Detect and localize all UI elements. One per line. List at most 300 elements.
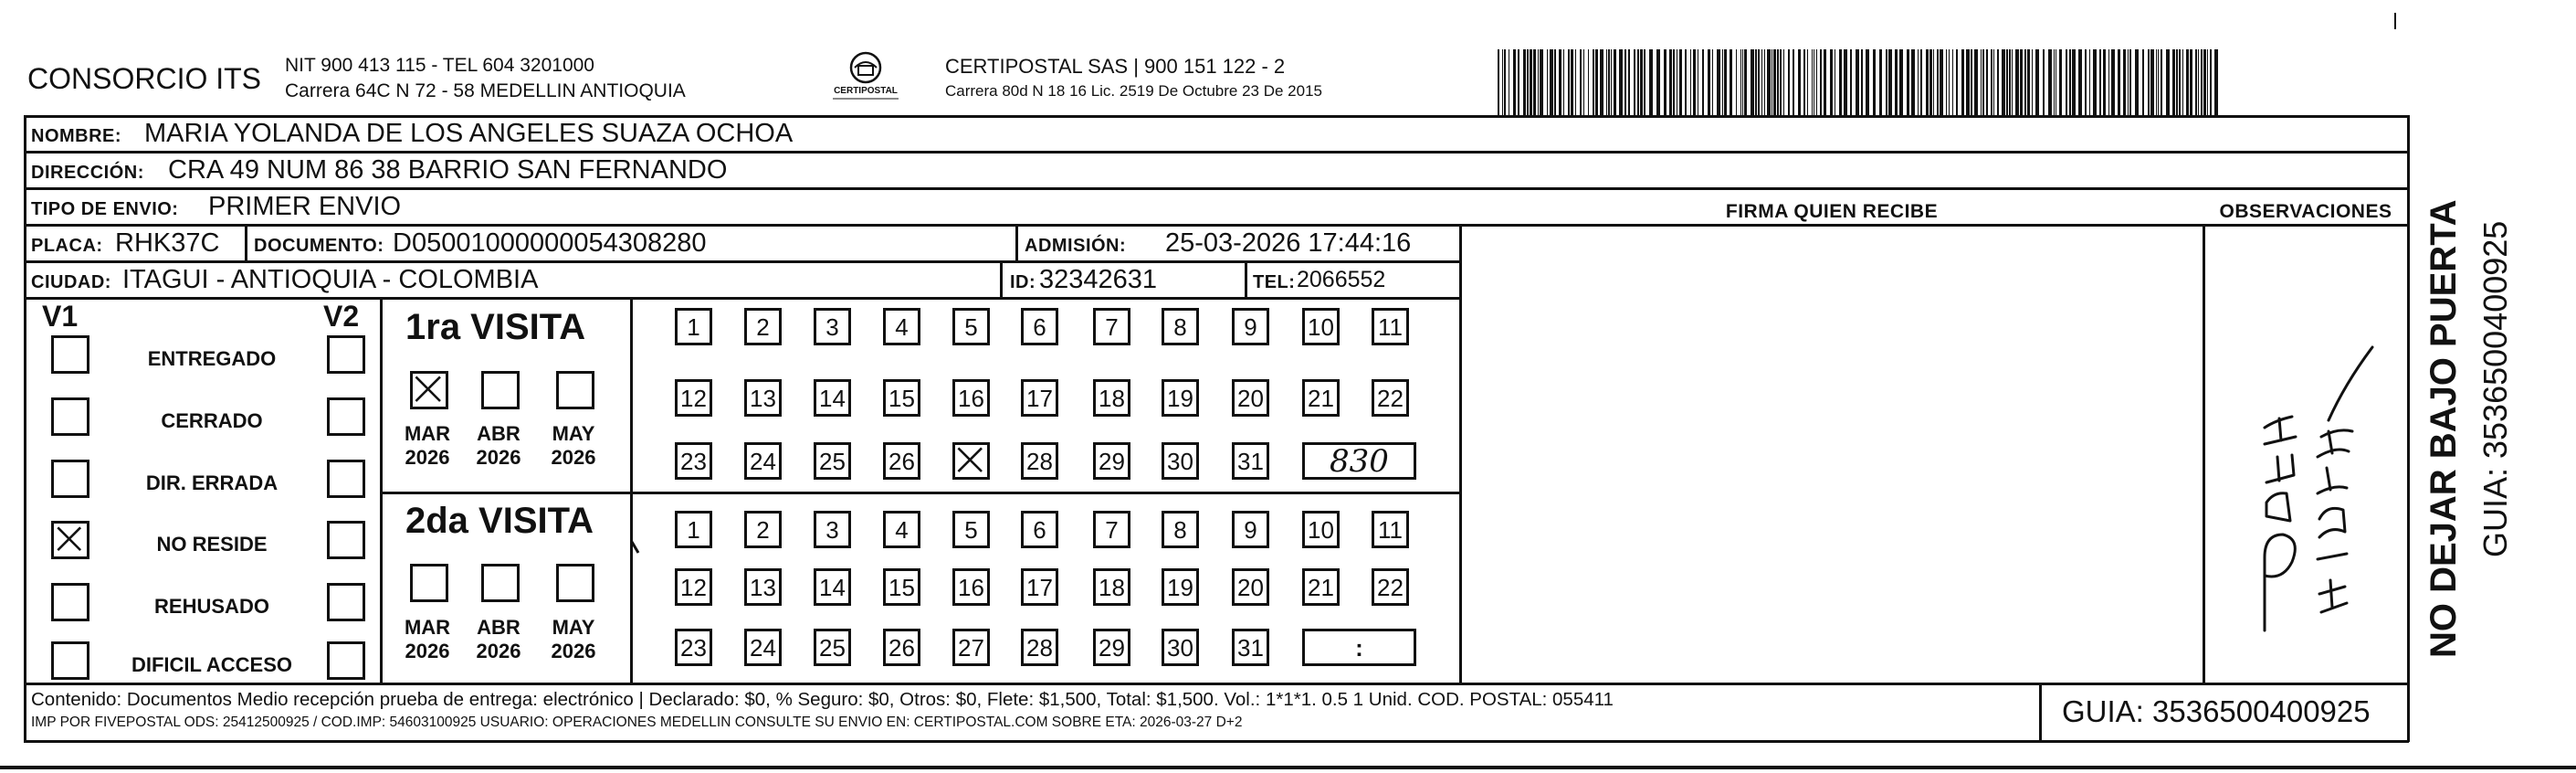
barcode-bar [2024, 49, 2026, 115]
day-checkbox[interactable] [1021, 511, 1058, 548]
day-checkbox[interactable] [1093, 442, 1130, 480]
barcode-bar [2118, 49, 2120, 115]
barcode-bar [2012, 49, 2013, 115]
barcode-bar [1634, 49, 1635, 115]
month-label [467, 422, 531, 470]
day-checkbox[interactable] [1232, 568, 1269, 606]
barcode-bar [1600, 49, 1603, 115]
month-checkbox[interactable] [481, 371, 520, 409]
day-number: 8 [1173, 313, 1187, 341]
day-checkbox[interactable] [1372, 379, 1409, 417]
barcode-bar [2103, 49, 2106, 115]
day-checkbox[interactable] [1232, 379, 1269, 417]
v1-checkbox[interactable] [51, 335, 89, 374]
barcode-bar [1744, 49, 1747, 115]
day-checkbox[interactable] [1162, 308, 1199, 345]
barcode-bar [2203, 49, 2206, 115]
day-number: 9 [1244, 516, 1257, 544]
barcode-bar [2135, 49, 2139, 115]
frame-line [1459, 224, 1462, 684]
day-checkbox[interactable] [675, 629, 712, 666]
month-year: 2026 [476, 640, 521, 662]
receiver-signature-label: FIRMA QUIEN RECIBE [1725, 201, 1939, 222]
barcode-bar [1673, 49, 1675, 115]
barcode-bar [2172, 49, 2175, 115]
barcode-bar [1830, 49, 1833, 115]
barcode-bar [2043, 49, 2045, 115]
barcode-bar [1974, 49, 1978, 115]
barcode-bar [2054, 49, 2055, 115]
barcode-bar [1742, 49, 1743, 115]
barcode-bar [1554, 49, 1556, 115]
month-year: 2026 [405, 640, 450, 662]
barcode-bar [1926, 49, 1929, 115]
barcode-bar [2176, 49, 2178, 115]
barcode-bar [1498, 49, 1499, 115]
barcode-bar [2129, 49, 2131, 115]
day-checkbox[interactable] [1162, 442, 1199, 480]
day-checkbox[interactable] [675, 442, 712, 480]
city-label: CIUDAD: [31, 272, 111, 292]
nit-line: NIT 900 413 115 - TEL 604 3201000 [285, 55, 594, 76]
barcode-bar [1563, 49, 1564, 115]
city-value: ITAGUI - ANTIOQUIA - COLOMBIA [122, 265, 539, 294]
barcode-bar [1571, 49, 1573, 115]
month-name: MAR [404, 422, 451, 445]
barcode-bar [1755, 49, 1757, 115]
barcode-bar [2059, 49, 2062, 115]
day-number: 30 [1167, 634, 1193, 662]
barcode-bar [1816, 49, 1817, 115]
barcode-bar [2195, 49, 2197, 115]
barcode-bar [1844, 49, 1847, 115]
day-number: 17 [1026, 385, 1053, 412]
barcode-bar [2089, 49, 2090, 115]
day-checkbox[interactable] [744, 442, 782, 480]
barcode-bar [1559, 49, 1561, 115]
barcode-bar [2099, 49, 2101, 115]
barcode-bar [1679, 49, 1682, 115]
barcode-bar [1504, 49, 1506, 115]
frame-line [0, 766, 2576, 769]
day-checkbox[interactable] [1093, 511, 1130, 548]
barcode-bar [2166, 49, 2170, 115]
barcode-bar [1523, 49, 1526, 115]
month-name: MAY [552, 616, 595, 639]
day-checkbox[interactable] [814, 442, 851, 480]
barcode-bar [1580, 49, 1582, 115]
day-checkbox[interactable] [1021, 379, 1058, 417]
day-checkbox[interactable] [883, 568, 920, 606]
v2-checkbox[interactable] [327, 335, 365, 374]
barcode-bar [1761, 49, 1762, 115]
day-checkbox[interactable] [952, 629, 990, 666]
plate-value: RHK37C [115, 228, 220, 258]
day-checkbox[interactable] [1021, 568, 1058, 606]
day-checkbox[interactable] [883, 308, 920, 345]
frame-line [1015, 224, 1018, 260]
frame-line [1000, 260, 1003, 297]
barcode-bar [1798, 49, 1801, 115]
month-label [395, 422, 459, 470]
v2-checkbox[interactable] [327, 397, 365, 436]
day-checkbox[interactable] [952, 568, 990, 606]
day-checkbox[interactable] [1162, 511, 1199, 548]
day-number: 12 [680, 574, 707, 601]
v2-checkbox[interactable] [327, 641, 365, 680]
barcode-bar [2182, 49, 2183, 115]
day-checkbox[interactable] [675, 511, 712, 548]
barcode-bar [1669, 49, 1672, 115]
day-checkbox[interactable] [1162, 568, 1199, 606]
admission-label: ADMISIÓN: [1025, 236, 1127, 256]
day-checkbox[interactable] [814, 629, 851, 666]
time-field[interactable] [1302, 442, 1416, 480]
barcode-bar [1803, 49, 1805, 115]
frame-line [1245, 260, 1247, 297]
day-checkbox[interactable] [814, 511, 851, 548]
barcode-bar [1820, 49, 1822, 115]
visit1-title: 1ra VISITA [405, 307, 586, 347]
side-guide: GUIA: 3536500400925 [2476, 220, 2514, 557]
barcode-bar [1866, 49, 1869, 115]
day-number: 16 [958, 385, 984, 412]
frame-line [245, 224, 247, 260]
barcode-bar [1588, 49, 1589, 115]
document-label: DOCUMENTO: [254, 236, 384, 256]
day-checkbox[interactable] [1232, 511, 1269, 548]
barcode-bar [1575, 49, 1576, 115]
day-checkbox[interactable] [883, 442, 920, 480]
address-value: CRA 49 NUM 86 38 BARRIO SAN FERNANDO [168, 155, 728, 185]
time-value: : [1355, 634, 1363, 662]
month-checkbox[interactable] [410, 564, 448, 602]
barcode-bar [1518, 49, 1519, 115]
day-number: 24 [750, 634, 776, 662]
barcode-bar [2072, 49, 2076, 115]
barcode-bar [1961, 49, 1964, 115]
barcode-bar [1767, 49, 1771, 115]
barcode-bar [1966, 49, 1970, 115]
barcode-bar [2111, 49, 2115, 115]
id-label: ID: [1010, 272, 1036, 292]
day-checkbox[interactable] [1372, 308, 1409, 345]
day-checkbox[interactable] [744, 379, 782, 417]
day-number: 25 [819, 634, 846, 662]
month-year: 2026 [476, 446, 521, 469]
send-type-value: PRIMER ENVIO [208, 192, 402, 221]
day-number: 22 [1377, 574, 1404, 601]
handwritten-observation [2210, 329, 2392, 658]
day-checkbox[interactable] [883, 379, 920, 417]
day-number: 18 [1099, 385, 1125, 412]
carrier-address: Carrera 80d N 18 16 Lic. 2519 De Octubre 23 De 2015 [945, 82, 1322, 100]
v1-checkbox[interactable] [51, 460, 89, 498]
day-checkbox[interactable] [952, 379, 990, 417]
frame-line [380, 297, 383, 684]
month-checkbox[interactable] [556, 371, 594, 409]
barcode-bar [2148, 49, 2150, 115]
barcode-bar [2108, 49, 2109, 115]
month-checkbox[interactable] [410, 371, 448, 409]
day-number: 31 [1237, 448, 1264, 475]
barcode-bar [2027, 49, 2030, 115]
barcode-bar [1937, 49, 1939, 115]
frame-line [24, 224, 2409, 227]
day-number: 1 [687, 516, 700, 544]
barcode-bar [2009, 49, 2011, 115]
day-checkbox[interactable] [675, 379, 712, 417]
day-number: 5 [964, 516, 978, 544]
frame-line [24, 115, 2409, 118]
day-checkbox[interactable] [1093, 308, 1130, 345]
day-checkbox[interactable] [1372, 568, 1409, 606]
day-checkbox[interactable] [675, 308, 712, 345]
barcode-bar [1637, 49, 1639, 115]
day-checkbox[interactable] [814, 379, 851, 417]
status-label: DIFICIL ACCESO [131, 653, 292, 676]
time-field[interactable] [1302, 629, 1416, 666]
month-label [541, 616, 605, 663]
barcode-bar [1839, 49, 1842, 115]
barcode-bar [2198, 49, 2199, 115]
barcode-bar [1606, 49, 1607, 115]
barcode-bar [1952, 49, 1953, 115]
month-label [541, 422, 605, 470]
day-number: 10 [1308, 313, 1334, 341]
day-checkbox[interactable] [814, 308, 851, 345]
month-checkbox[interactable] [556, 564, 594, 602]
day-checkbox[interactable] [1162, 629, 1199, 666]
v1-checkbox[interactable] [51, 397, 89, 436]
barcode-bar [1773, 49, 1776, 115]
day-checkbox[interactable] [1021, 308, 1058, 345]
name-value: MARIA YOLANDA DE LOS ANGELES SUAZA OCHOA [144, 119, 794, 148]
day-checkbox[interactable] [883, 629, 920, 666]
frame-line [380, 492, 1462, 494]
day-number: 7 [1105, 313, 1119, 341]
barcode-bar [1971, 49, 1972, 115]
day-number: 28 [1026, 634, 1053, 662]
barcode-bar [1530, 49, 1532, 115]
day-checkbox[interactable] [1021, 629, 1058, 666]
day-number: 13 [750, 385, 776, 412]
day-number: 27 [958, 634, 984, 662]
barcode-bar [1997, 49, 1999, 115]
barcode-bar [1693, 49, 1696, 115]
logo-text: CERTIPOSTAL [834, 86, 898, 96]
frame-line [24, 297, 1462, 300]
day-checkbox[interactable] [1232, 629, 1269, 666]
barcode-bar [2150, 49, 2154, 115]
v1-checkbox[interactable] [51, 583, 89, 621]
barcode-bar [1550, 49, 1553, 115]
barcode-bar [2128, 49, 2129, 115]
day-number: 26 [888, 634, 915, 662]
v2-label: V2 [323, 300, 360, 333]
v2-checkbox[interactable] [327, 583, 365, 621]
day-checkbox[interactable] [744, 629, 782, 666]
barcode-bar [1724, 49, 1727, 115]
day-checkbox[interactable] [883, 511, 920, 548]
day-number: 4 [895, 313, 909, 341]
day-number: 1 [687, 313, 700, 341]
day-checkbox[interactable] [1302, 511, 1340, 548]
day-checkbox[interactable] [1093, 379, 1130, 417]
barcode-bar [1527, 49, 1529, 115]
barcode-bar [1736, 49, 1737, 115]
month-label [395, 616, 459, 663]
month-name: MAR [404, 616, 451, 639]
month-year: 2026 [551, 446, 596, 469]
frame-line [2407, 115, 2410, 742]
observations-label: OBSERVACIONES [2219, 201, 2392, 222]
barcode-bar [1777, 49, 1779, 115]
day-checkbox[interactable] [1302, 379, 1340, 417]
day-checkbox[interactable] [1372, 511, 1409, 548]
day-checkbox[interactable] [952, 308, 990, 345]
barcode-bar [1547, 49, 1548, 115]
barcode-bar [1956, 49, 1958, 115]
barcode-bar [1614, 49, 1616, 115]
barcode-bar [1946, 49, 1947, 115]
barcode-bar [1918, 49, 1919, 115]
barcode-bar [2161, 49, 2162, 115]
barcode-bar [1873, 49, 1876, 115]
day-checkbox[interactable] [1162, 379, 1199, 417]
day-number: 21 [1308, 574, 1334, 601]
barcode-bar [2078, 49, 2082, 115]
status-label: REHUSADO [154, 595, 269, 618]
company-name: CONSORCIO ITS [27, 62, 262, 95]
contents-line: Contenido: Documentos Medio recepción prueba de entrega: electrónico | Declarado: $0, % Seguro: $0, Otros: $0, Flete: $1,500, Total: $1,500. Vol.: 1*1*1. 0.5 1 Unid. COD. POSTAL: 055411 [31, 689, 1614, 710]
barcode-bar [1783, 49, 1784, 115]
day-checkbox[interactable] [675, 568, 712, 606]
day-checkbox[interactable] [1232, 442, 1269, 480]
month-year: 2026 [551, 640, 596, 662]
barcode-bar [2032, 49, 2033, 115]
barcode-bar [2015, 49, 2019, 115]
barcode-bar [1583, 49, 1584, 115]
barcode-bar [1899, 49, 1903, 115]
barcode-bar [1538, 49, 1539, 115]
frame-line [24, 115, 26, 742]
id-value: 32342631 [1039, 265, 1158, 294]
company-address: Carrera 64C N 72 - 58 MEDELLIN ANTIOQUIA [285, 80, 686, 101]
month-name: MAY [552, 422, 595, 445]
barcode-bar [1656, 49, 1660, 115]
barcode-bar [1812, 49, 1813, 115]
day-checkbox[interactable] [952, 442, 990, 480]
time-value: 830 [1330, 443, 1389, 480]
day-checkbox[interactable] [952, 511, 990, 548]
barcode-bar [2020, 49, 2023, 115]
day-checkbox[interactable] [744, 568, 782, 606]
barcode-bar [1807, 49, 1808, 115]
day-number: 2 [756, 313, 770, 341]
barcode-bar [1764, 49, 1765, 115]
barcode-bar [1640, 49, 1643, 115]
day-number: 11 [1378, 313, 1403, 341]
day-number: 5 [964, 313, 978, 341]
v2-checkbox[interactable] [327, 521, 365, 559]
barcode-bar [1533, 49, 1536, 115]
day-checkbox[interactable] [744, 308, 782, 345]
day-checkbox[interactable] [1093, 629, 1130, 666]
status-label: CERRADO [161, 409, 263, 432]
month-checkbox[interactable] [481, 564, 520, 602]
day-number: 25 [819, 448, 846, 475]
send-type-label: TIPO DE ENVIO: [31, 199, 179, 219]
day-number: 19 [1167, 574, 1193, 601]
name-label: NOMBRE: [31, 126, 122, 146]
day-checkbox[interactable] [1302, 568, 1340, 606]
day-checkbox[interactable] [814, 568, 851, 606]
barcode-bar [1712, 49, 1713, 115]
day-number: 23 [680, 448, 707, 475]
barcode-bar [2066, 49, 2067, 115]
day-checkbox[interactable] [744, 511, 782, 548]
v1-checkbox[interactable] [51, 641, 89, 680]
barcode-bar [1685, 49, 1687, 115]
barcode-bar [1933, 49, 1934, 115]
day-checkbox[interactable] [1021, 442, 1058, 480]
frame-line [2039, 683, 2042, 740]
corner-mark [2394, 13, 2396, 29]
barcode-bar [1708, 49, 1710, 115]
barcode-bar [1644, 49, 1645, 115]
day-checkbox[interactable] [1302, 308, 1340, 345]
barcode-bar [2123, 49, 2126, 115]
barcode-bar [1982, 49, 1984, 115]
frame-line [2203, 224, 2205, 684]
day-checkbox[interactable] [1232, 308, 1269, 345]
v1-checkbox[interactable] [51, 521, 89, 559]
barcode-bar [1624, 49, 1626, 115]
barcode-bar [2214, 49, 2218, 115]
day-number: 15 [888, 574, 915, 601]
day-number: 8 [1173, 516, 1187, 544]
day-number: 6 [1033, 313, 1046, 341]
barcode-bar [2085, 49, 2087, 115]
day-number: 6 [1033, 516, 1046, 544]
barcode-bar [1649, 49, 1653, 115]
barcode-bar [2210, 49, 2212, 115]
day-number: 23 [680, 634, 707, 662]
footer-guide: GUIA: 3536500400925 [2062, 694, 2371, 728]
frame-line [24, 740, 2409, 743]
barcode-bar [1702, 49, 1704, 115]
barcode-bar [2158, 49, 2159, 115]
month-name: ABR [477, 616, 520, 639]
v2-checkbox[interactable] [327, 460, 365, 498]
visit2-title: 2da VISITA [405, 501, 594, 541]
barcode-bar [1730, 49, 1732, 115]
barcode-bar [2186, 49, 2189, 115]
barcode-bar [1619, 49, 1623, 115]
barcode [1498, 49, 2219, 115]
barcode-bar [1611, 49, 1612, 115]
certipostal-logo [822, 48, 909, 108]
day-checkbox[interactable] [1093, 568, 1130, 606]
barcode-bar [2035, 49, 2039, 115]
barcode-bar [2002, 49, 2005, 115]
day-number: 4 [895, 516, 909, 544]
barcode-bar [1690, 49, 1691, 115]
plate-label: PLACA: [31, 236, 103, 256]
day-number: 18 [1099, 574, 1125, 601]
barcode-bar [1920, 49, 1922, 115]
